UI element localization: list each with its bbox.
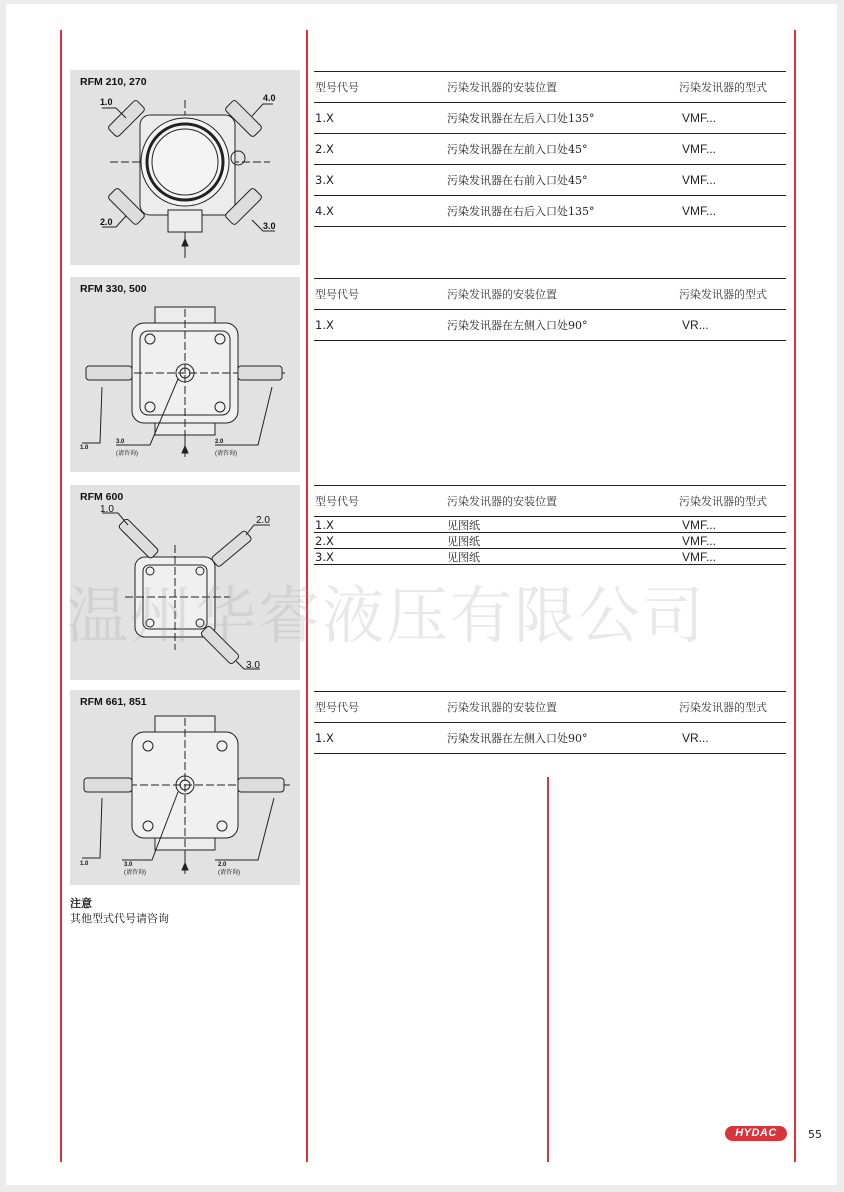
- header-position: 污染发讯器的安装位置: [447, 288, 557, 301]
- label-3-0: 3.0: [246, 660, 260, 671]
- sensor-table-rfm-210-270: [314, 71, 786, 227]
- figure-rfm-330-500: [70, 277, 300, 472]
- table-row: 1.X 污染发讯器在左侧入口处90° VR...: [314, 310, 786, 341]
- label-2-0: 2.0: [218, 862, 227, 868]
- filter-drawing-side-ports: [70, 277, 300, 472]
- header-code: 型号代号: [315, 701, 359, 714]
- label-3-0: 3.0: [263, 221, 276, 231]
- header-code: 型号代号: [315, 495, 359, 508]
- label-3-0: 3.0: [116, 439, 125, 445]
- header-code: 型号代号: [315, 288, 359, 301]
- figure-title: RFM 330, 500: [80, 283, 147, 295]
- hydac-logo: HYDAC: [725, 1126, 787, 1141]
- figure-rfm-210-270: [70, 70, 300, 265]
- table-row: 3.X 见图纸 VMF...: [314, 549, 786, 565]
- left-border-line: [60, 30, 62, 1162]
- label-4-0: 4.0: [263, 93, 276, 103]
- table-row: 3.X 污染发讯器在右前入口处45° VMF...: [314, 165, 786, 196]
- filter-drawing-side-ports: [70, 690, 300, 885]
- table-row: 1.X 见图纸 VMF...: [314, 517, 786, 533]
- table-header: [314, 691, 786, 723]
- right-border-line: [794, 30, 796, 1162]
- figure-rfm-661-851: [70, 690, 300, 885]
- label-1-0: 1.0: [100, 504, 114, 515]
- note-block: [70, 896, 169, 926]
- note-text: 其他型式代号请咨询: [70, 912, 169, 925]
- inner-divider-line: [547, 777, 549, 1162]
- table-row: 1.X 污染发讯器在左侧入口处90° VR...: [314, 723, 786, 754]
- label-2-0: 2.0: [256, 515, 270, 526]
- label-1-0: 1.0: [80, 861, 89, 867]
- header-position: 污染发讯器的安装位置: [447, 81, 557, 94]
- label-2-0-note: (请咨询): [218, 870, 240, 876]
- sensor-table-rfm-661-851: [314, 691, 786, 754]
- header-type: 污染发讯器的型式: [679, 701, 767, 714]
- header-type: 污染发讯器的型式: [679, 288, 767, 301]
- table-header: [314, 485, 786, 517]
- label-3-0-note: (请咨询): [116, 451, 138, 457]
- note-title: 注意: [70, 897, 92, 910]
- figure-title: RFM 210, 270: [80, 76, 147, 88]
- label-1-0: 1.0: [80, 445, 89, 451]
- label-3-0-note: (请咨询): [124, 870, 146, 876]
- label-3-0: 3.0: [124, 862, 133, 868]
- label-2-0: 2.0: [100, 217, 113, 227]
- table-row: 1.X 污染发讯器在左后入口处135° VMF...: [314, 103, 786, 134]
- label-1-0: 1.0: [100, 97, 113, 107]
- table-row: 2.X 污染发讯器在左前入口处45° VMF...: [314, 134, 786, 165]
- table-header: [314, 71, 786, 103]
- header-position: 污染发讯器的安装位置: [447, 495, 557, 508]
- header-code: 型号代号: [315, 81, 359, 94]
- label-2-0: 2.0: [215, 439, 224, 445]
- table-row: 4.X 污染发讯器在右后入口处135° VMF...: [314, 196, 786, 227]
- header-position: 污染发讯器的安装位置: [447, 701, 557, 714]
- figure-title: RFM 661, 851: [80, 696, 147, 708]
- table-header: [314, 278, 786, 310]
- filter-drawing-4-ports: [70, 70, 300, 265]
- table-row: 2.X 见图纸 VMF...: [314, 533, 786, 549]
- header-type: 污染发讯器的型式: [679, 495, 767, 508]
- watermark: 温州华睿液压有限公司: [66, 579, 707, 652]
- sensor-table-rfm-600: [314, 485, 786, 565]
- sensor-table-rfm-330-500: [314, 278, 786, 341]
- figure-title: RFM 600: [80, 491, 124, 503]
- header-type: 污染发讯器的型式: [679, 81, 767, 94]
- page-number: 55: [808, 1128, 822, 1141]
- label-2-0-note: (请咨询): [215, 451, 237, 457]
